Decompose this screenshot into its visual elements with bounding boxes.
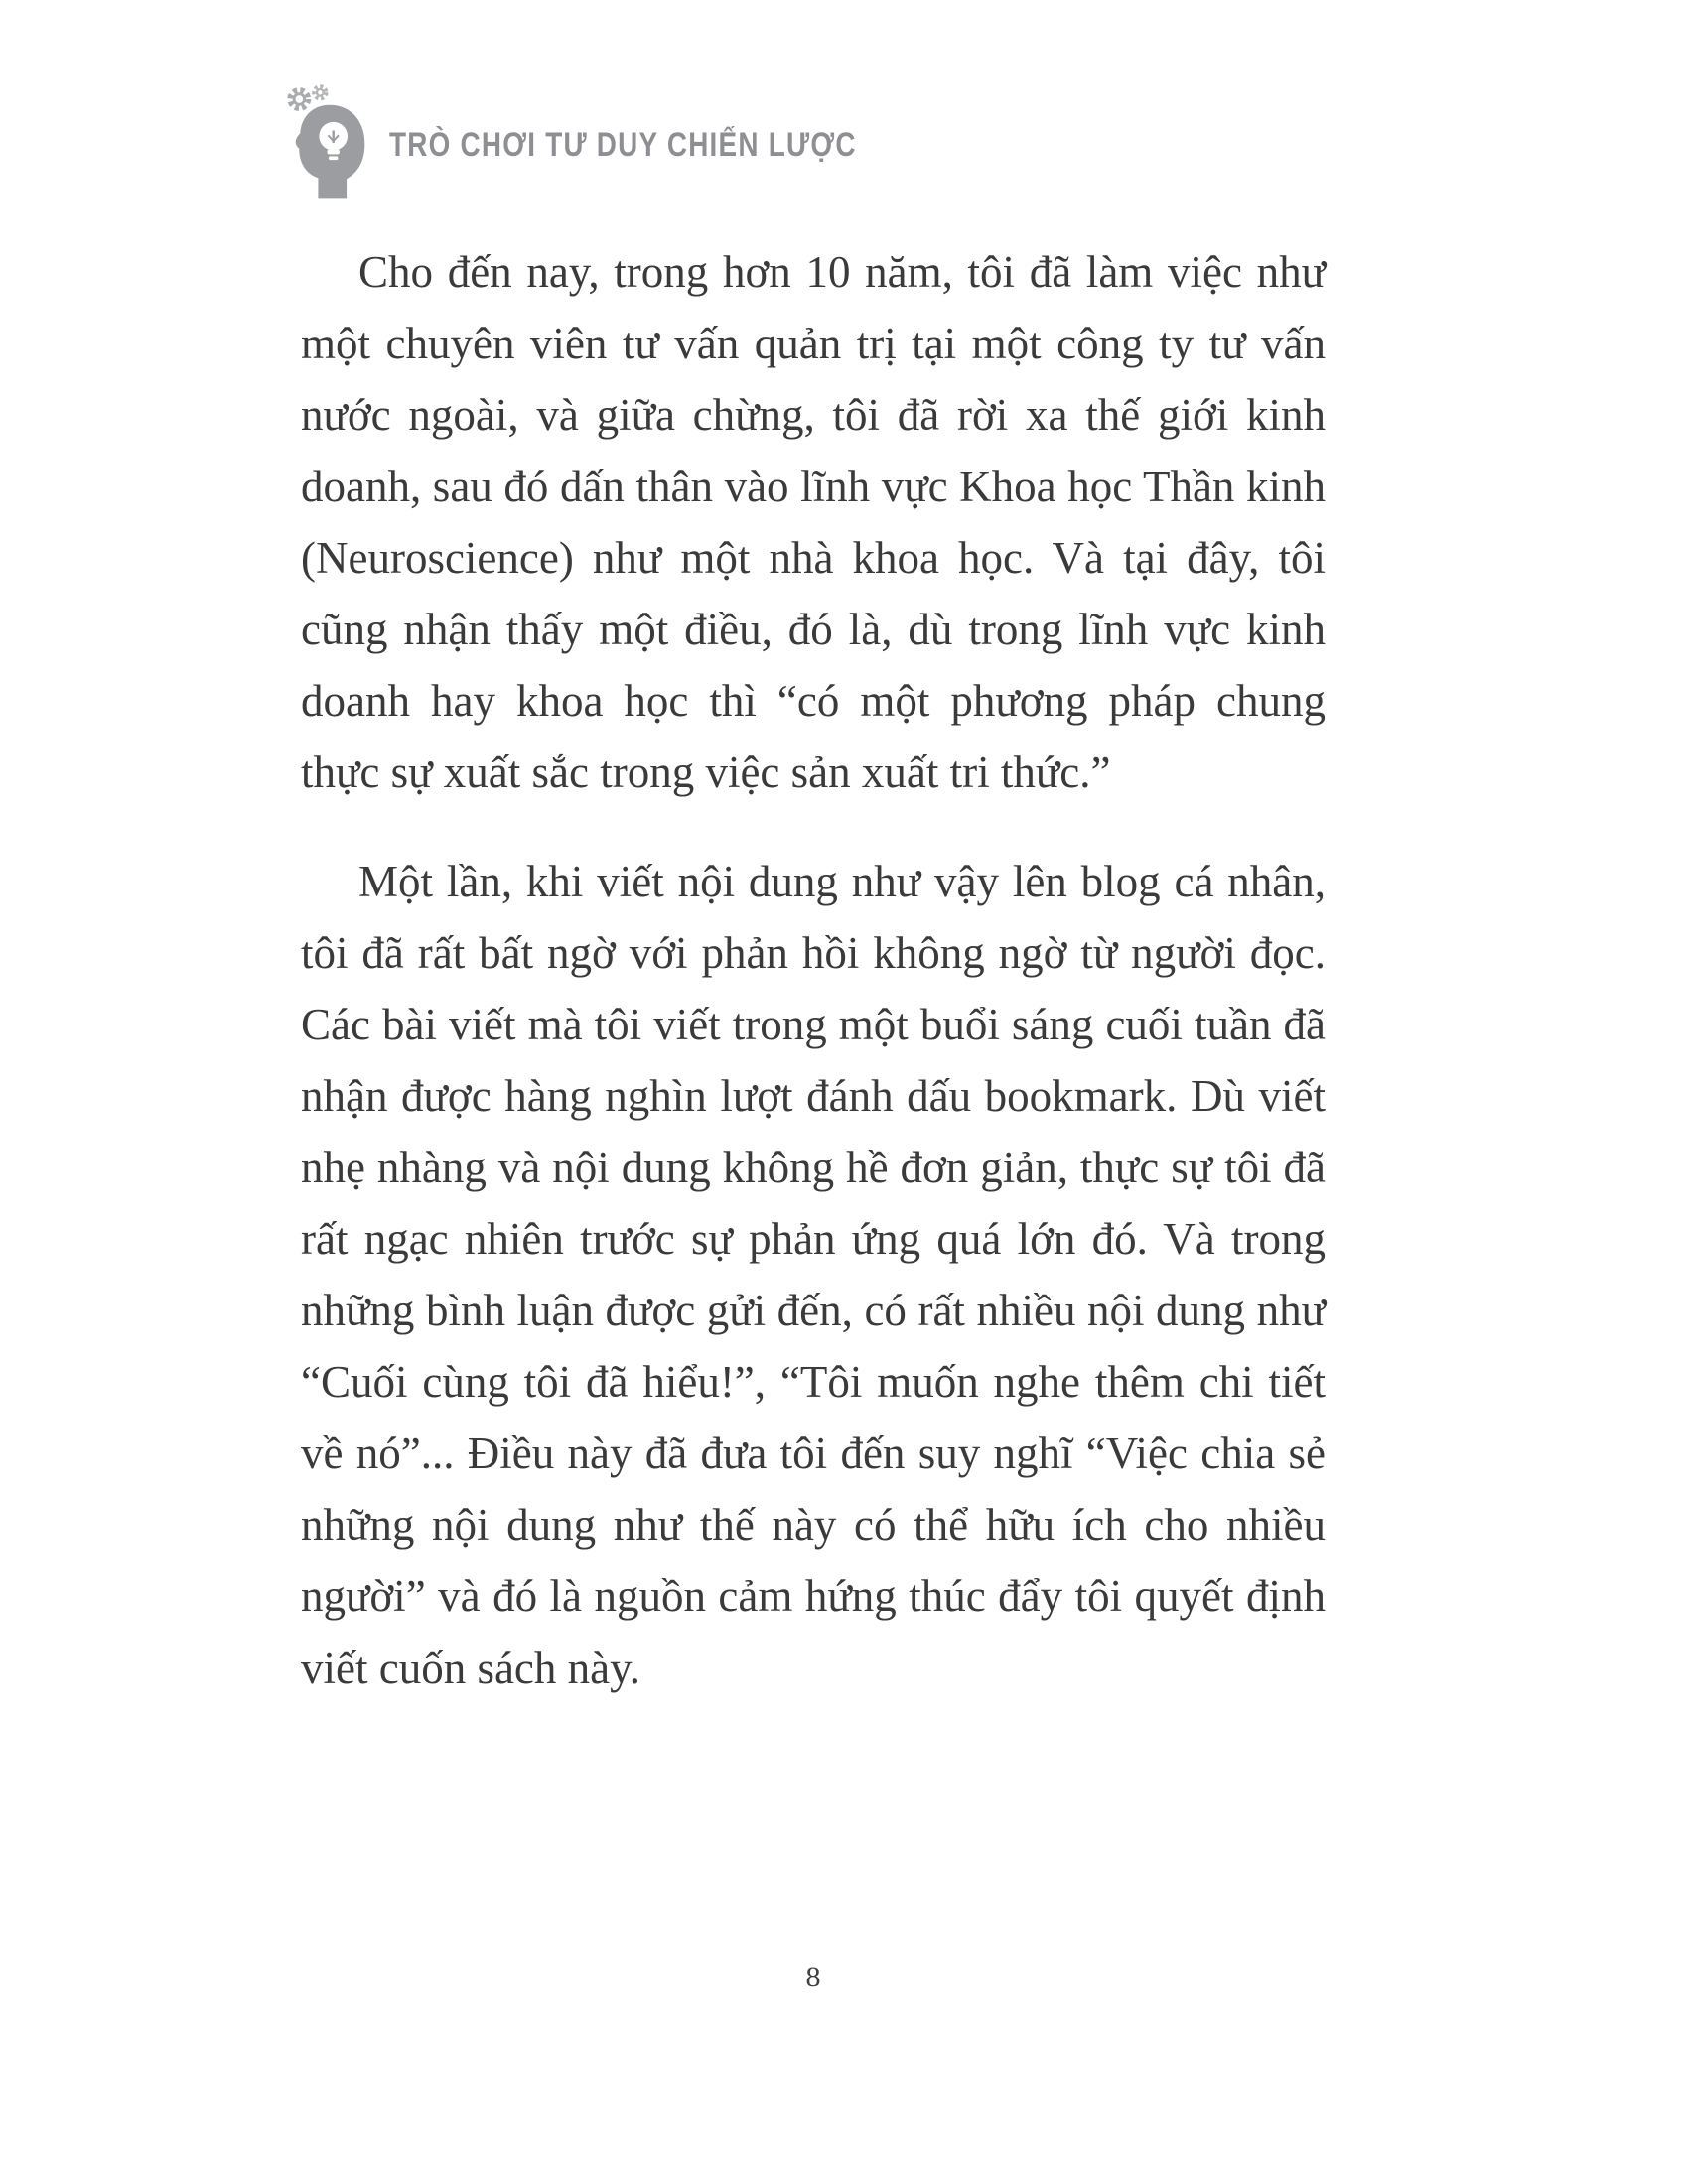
book-title: TRÒ CHƠI TƯ DUY CHIẾN LƯỢC (389, 125, 857, 164)
page-header (284, 83, 959, 201)
head-gears-lightbulb-icon (284, 83, 369, 201)
page-number: 8 (805, 1961, 821, 1993)
paragraph: Cho đến nay, trong hơn 10 năm, tôi đã làm việc như một chuyên viên tư vấn quản trị tại một công ty tư vấn nước ngoài, và giữa chừng, tôi đã rời xa thế giới kinh doanh, sau đó dấn thân vào lĩnh vực Khoa học Thần kinh (Neuroscience) như một nhà khoa học. Và tại đây, tôi cũng nhận thấy một điều, đó là, dù trong lĩnh vực kinh doanh hay khoa học thì “có một phương pháp chung thực sự xuất sắc trong việc sản xuất tri thức.” (301, 247, 1326, 797)
page-body (301, 236, 1326, 1741)
page-footer (301, 1961, 1326, 1994)
paragraph: Một lần, khi viết nội dung như vậy lên blog cá nhân, tôi đã rất bất ngờ với phản hồi không ngờ từ người đọc. Các bài viết mà tôi viết trong một buổi sáng cuối tuần đã nhận được hàng nghìn lượt đánh dấu bookmark. Dù viết nhẹ nhàng và nội dung không hề đơn giản, thực sự tôi đã rất ngạc nhiên trước sự phản ứng quá lớn đó. Và trong những bình luận được gửi đến, có rất nhiều nội dung như “Cuối cùng tôi đã hiểu!”, “Tôi muốn nghe thêm chi tiết về nó”... Điều này đã đưa tôi đến suy nghĩ “Việc chia sẻ những nội dung như thế này có thể hữu ích cho nhiều người” và đó là nguồn cảm hứng thúc đẩy tôi quyết định viết cuốn sách này. (301, 857, 1326, 1693)
